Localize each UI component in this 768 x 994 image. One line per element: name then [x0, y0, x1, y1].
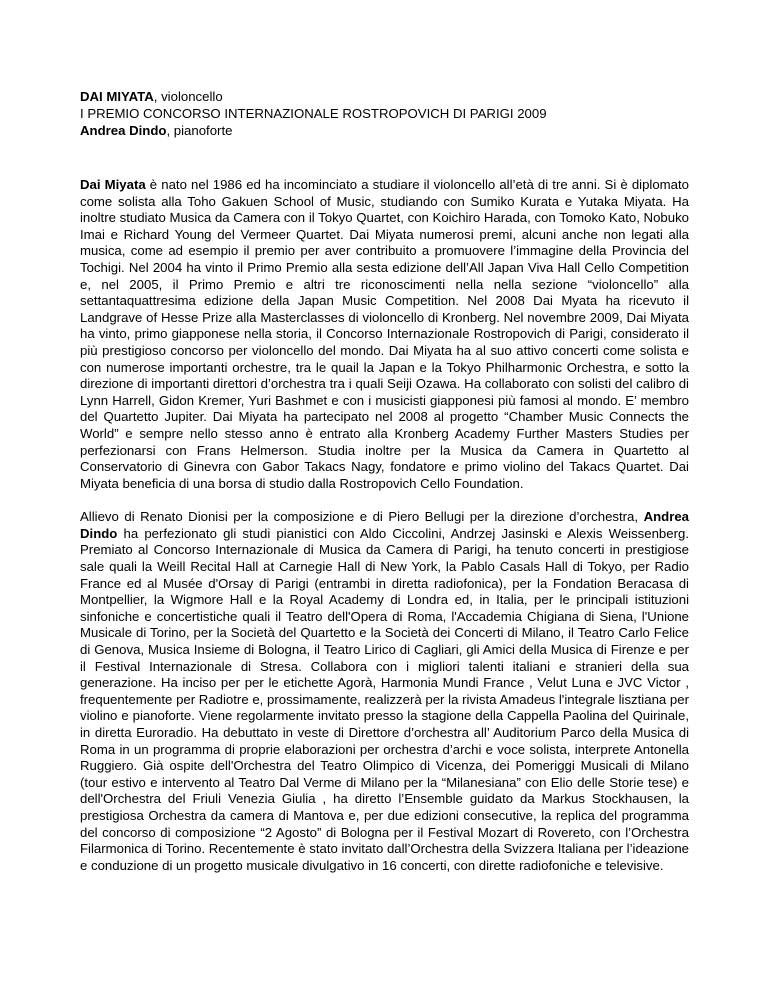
header-performer-cello	[80, 88, 689, 105]
bio1-name: Dai Miyata	[80, 177, 146, 192]
bio1-text: è nato nel 1986 ed ha incominciato a studiare il violoncello all’età di tre anni. Si è diplomato come solista alla Toho Gakuen School of Music, studiando con Sumiko Kurata e Yutaka Miyata. Ha inoltre studiato Musica da Camera con il Tokyo Quartet, con Koichiro Harada, con Tomoko Kato, Nobuko Imai e Richard Young del Vermeer Quartet. Dai Miyata numerosi premi, alcuni anche non legati alla musica, come ad esempio il premio per aver contribuito a promuovere l’immagine della Provincia del Tochigi. Nel 2004 ha vinto il Primo Premio alla sesta edizione dell’All Japan Viva Hall Cello Competition e, nel 2005, il Primo Premio e altri tre riconoscimenti nella nella sezione “violoncello” alla settantaquattresima edizione della Japan Music Competition. Nel 2008 Dai Myata ha ricevuto il Landgrave of Hesse Prize alla Masterclasses di violoncello di Kronberg. Nel novembre 2009, Dai Miyata ha vinto, primo giapponese nella storia, il Concorso Internazionale Rostropovich di Parigi, considerato il più prestigioso concorso per violoncello del mondo. Dai Miyata ha al suo attivo concerti come solista e con numerose importanti orchestre, tra le quail la Japan e la Tokyo Philharmonic Orchestra, e sotto la direzione di importanti direttori d’orchestra tra i quali Seiji Ozawa. Ha collaborato con solisti del calibro di Lynn Harrell, Gidon Kremer, Yuri Bashmet e con i musicisti giapponesi più famosi al mondo. E’ membro del Quartetto Jupiter. Dai Miyata ha partecipato nel 2008 al progetto “Chamber Music Connects the World” e sempre nello stesso anno è entrato alla Kronberg Academy Further Masters Studies per perfezionarsi con Frans Helmerson. Studia inoltre per la Musica da Camera in Quartetto al Conservatorio di Ginevra con Gabor Takacs Nagy, fondatore e primo violino del Takacs Quartet. Dai Miyata beneficia di una borsa di studio dalla Rostropovich Cello Foundation.	[80, 177, 689, 491]
spacer	[80, 139, 689, 177]
header-performer-piano	[80, 122, 689, 139]
bio2-text-after: ha perfezionato gli studi pianistici con Aldo Ciccolini, Andrzej Jasinski e Alexis Weissenberg. Premiato al Concorso Internazionale di Musica da Camera di Parigi, ha tenuto concerti in prestigiose sale quali la Weill Recital Hall at Carnegie Hall di New York, la Pablo Casals Hall di Tokyo, per Radio France ed al Musée d'Orsay di Parigi (entrambi in diretta radiofonica), per la Fondation Beracasa di Montpellier, la Wigmore Hall e la Royal Academy di Londra ed, in Italia, per le principali istituzioni sinfoniche e concertistiche quali il Teatro dell'Opera di Roma, l'Accademia Chigiana di Siena, l'Unione Musicale di Torino, per la Società del Quartetto e la Società dei Concerti di Milano, il Teatro Carlo Felice di Genova, Musica Insieme di Bologna, il Teatro Lirico di Cagliari, gli Amici della Musica di Firenze e per il Festival Internazionale di Stresa. Collabora con i migliori talenti italiani e stranieri della sua generazione. Ha inciso per per le etichette Agorà, Harmonia Mundi France , Velut Luna e JVC Victor , frequentemente per Radiotre e, prossimamente, realizzerà per la rivista Amadeus l'integrale lisztiana per violino e pianoforte. Viene regolarmente invitato presso la stagione della Cappella Paolina del Quirinale, in diretta Euroradio. Ha debuttato in veste di Direttore d’orchestra all’ Auditorium Parco della Musica di Roma in un programma di proprie elaborazioni per orchestra d’archi e voce solista, interprete Antonella Ruggiero. Già ospite dell'Orchestra del Teatro Olimpico di Vicenza, dei Pomeriggi Musicali di Milano (tour estivo e intervento al Teatro Dal Verme di Milano per la “Milanesiana” con Elio delle Storie tese) e dell'Orchestra del Friuli Venezia Giulia , ha diretto l’Ensemble guidato da Markus Stockhausen, la prestigiosa Orchestra da camera di Mantova e, per due edizioni consecutive, la replica del programma del concorso di composizione “2 Agosto” di Bologna per il Festival Mozart di Rovereto, con l’Orchestra Filarmonica di Torino. Recentemente è stato invitato dall’Orchestra della Svizzera Italiana per l’ideazione e conduzione di un progetto musicale divulgativo in 16 concerti, con dirette radiofoniche e televisive.	[80, 525, 689, 873]
biography-andrea-dindo	[80, 509, 689, 874]
header-award: I PREMIO CONCORSO INTERNAZIONALE ROSTROPOVICH DI PARIGI 2009	[80, 106, 547, 121]
bio2-text-before: Allievo di Renato Dionisi per la composizione e di Piero Bellugi per la direzione d’orchestra,	[80, 509, 644, 525]
performer-name-andrea-dindo: Andrea Dindo	[80, 123, 167, 138]
paragraph-gap	[80, 492, 689, 509]
biography-dai-miyata	[80, 177, 689, 492]
performer-name-dai-miyata: DAI MIYATA	[80, 89, 154, 104]
instrument-piano: , pianoforte	[166, 123, 233, 138]
document-page	[80, 88, 689, 874]
instrument-cello: , violoncello	[153, 89, 223, 104]
bio2-name: Andrea Dindo	[80, 509, 689, 541]
